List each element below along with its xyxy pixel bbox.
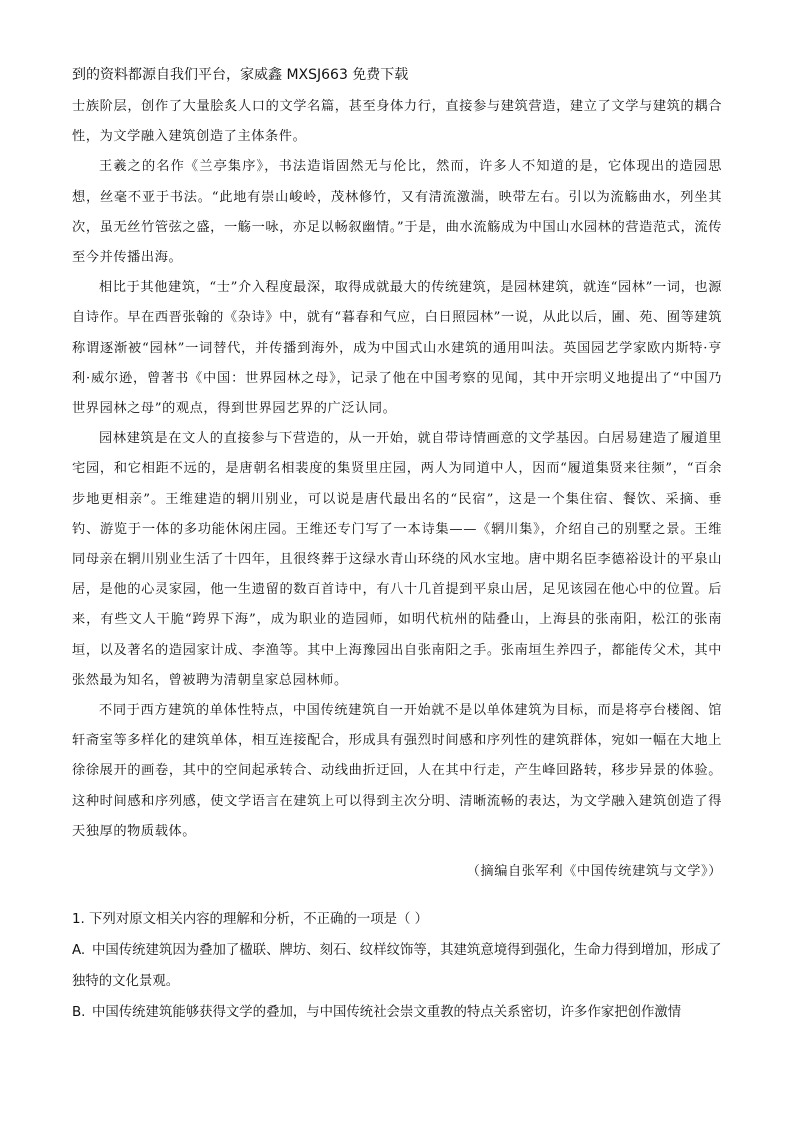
- paragraph: 士族阶层，创作了大量脍炙人口的文学名篇，甚至身体力行，直接参与建筑营造，建立了文学与建筑的耦合性，为文学融入建筑创造了主体条件。: [72, 99, 722, 145]
- paragraph: 王羲之的名作《兰亭集序》，书法造诣固然无与伦比，然而，许多人不知道的是，它体现出的造园思想，丝毫不亚于书法。“此地有崇山峻岭，茂林修竹，又有清流激湍，映带左右。引以为流觞曲水，列坐其次，虽无丝竹管弦之盛，一觞一咏，亦足以畅叙幽情。”于是，曲水流觞成为中国山水园林的营造范式，流传至今并传播出海。: [72, 159, 722, 266]
- article-body: [72, 92, 722, 887]
- option-b: [72, 997, 722, 1028]
- question-stem: 1. 下列对原文相关内容的理解和分析，不正确的一项是（ ）: [72, 912, 429, 927]
- option-b-text: 中国传统建筑能够获得文学的叠加，与中国传统社会崇文重教的特点关系密切，许多作家把创作激情: [92, 1005, 682, 1020]
- article-source: （摘编自张军利《中国传统建筑与文学》）: [466, 864, 722, 880]
- question-section: [72, 904, 722, 1028]
- option-a-text: 中国传统建筑因为叠加了楹联、牌坊、刻石、纹样纹饰等，其建筑意境得到强化，生命力得到增加，形成了独特的文化景观。: [72, 943, 722, 989]
- paragraph: 相比于其他建筑，“士”介入程度最深，取得成就最大的传统建筑，是园林建筑，就连“园林”一词，也源自诗作。早在西晋张翰的《杂诗》中，就有“暮春和气应，白日照园林”一说，从此以后，圃、苑、囿等建筑称谓逐渐被“园林”一词替代，并传播到海外，成为中国式山水建筑的通用叫法。英国园艺学家欧内斯特·亨利·威尔逊，曾著书《中国：世界园林之母》，记录了他在中国考察的见闻，其中开宗明义地提出了“中国乃世界园林之母”的观点，得到世界园艺界的广泛认同。: [72, 280, 722, 417]
- paragraph: 园林建筑是在文人的直接参与下营造的，从一开始，就自带诗情画意的文学基因。白居易建造了履道里宅园，和它相距不远的，是唐朝名相裴度的集贤里庄园，两人为同道中人，因而“履道集贤来往频”，“百余步地更相亲”。王维建造的辋川别业，可以说是唐代最出名的“民宿”，这是一个集住宿、餐饮、采摘、垂钓、游览于一体的多功能休闲庄园。王维还专门写了一本诗集——《辋川集》，介绍自己的别墅之景。王维同母亲在辋川别业生活了十四年，且很终葬于这绿水青山环绕的风水宝地。唐中期名臣李德裕设计的平泉山居，是他的心灵家园，他一生遗留的数百首诗中，有八十几首提到平泉山居，足见该园在他心中的位置。后来，有些文人干脆“跨界下海”，成为职业的造园师，如明代杭州的陆叠山，上海县的张南阳，松江的张南垣，以及著名的造园家计成、李渔等。其中上海豫园出自张南阳之手。张南垣生养四子，都能传父术，其中张然最为知名，曾被聘为清朝皇家总园林师。: [72, 431, 722, 688]
- option-a-letter: A.: [72, 943, 86, 958]
- option-a: [72, 935, 722, 997]
- paragraph: 不同于西方建筑的单体性特点，中国传统建筑自一开始就不是以单体建筑为目标，而是将亭台楼阁、馆轩斋室等多样化的建筑单体，相互连接配合，形成具有强烈时间感和序列性的建筑群体，宛如一幅在大地上徐徐展开的画卷，其中的空间起承转合、动线曲折迂回，人在其中行走，产生峰回路转，移步异景的体验。这种时间感和序列感，使文学语言在建筑上可以得到主次分明、清晰流畅的表达，为文学融入建筑创造了得天独厚的物质载体。: [72, 703, 722, 839]
- header-notice: 到的资料都源自我们平台，家威鑫 MXSJ663 免费下载: [72, 67, 409, 83]
- option-b-letter: B.: [72, 1005, 86, 1020]
